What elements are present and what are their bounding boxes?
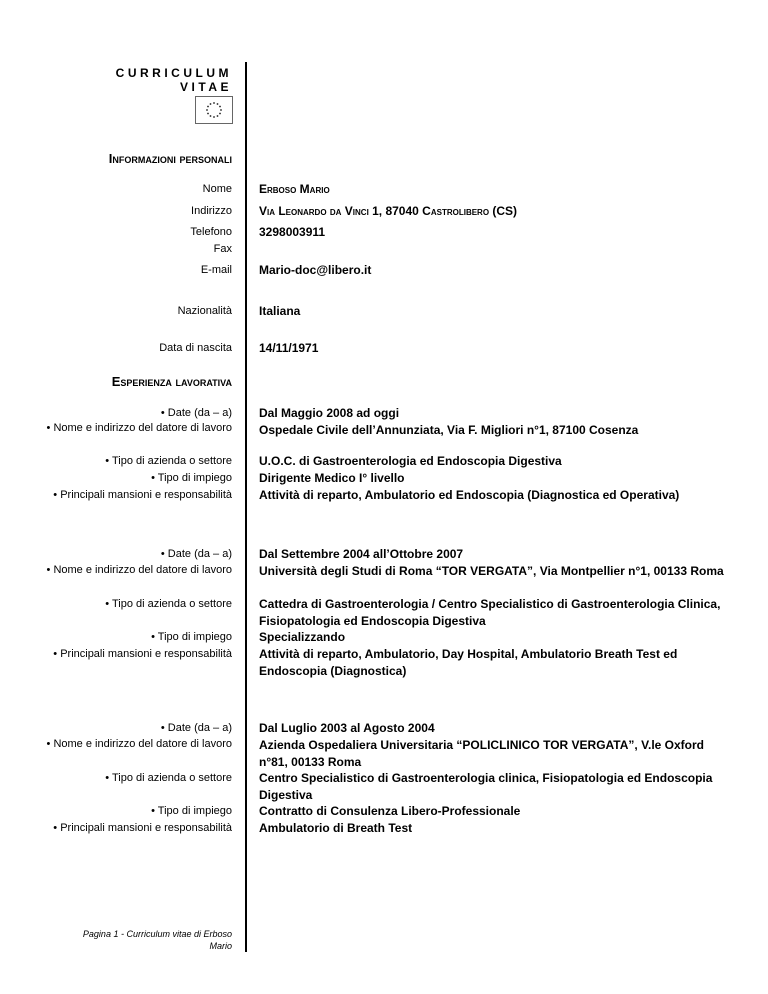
label-date: • Date (da – a) <box>160 548 232 560</box>
label-duties: • Principali mansioni e responsabilità <box>53 822 232 834</box>
label-job: • Tipo di impiego <box>151 805 232 817</box>
value-telefono: 3298003911 <box>259 225 326 239</box>
value-employer: Azienda Ospedaliera Universitaria “POLICLINICO TOR VERGATA”, V.le Oxford n°81, 00133 Roma <box>259 738 704 769</box>
eu-flag-icon <box>195 96 233 124</box>
value-sector: U.O.C. di Gastroenterologia ed Endoscopia Digestiva <box>259 454 562 468</box>
value-duties: Attività di reparto, Ambulatorio, Day Hospital, Ambulatorio Breath Test ed Endoscopia (Diagnostica) <box>259 647 678 678</box>
value-duties: Ambulatorio di Breath Test <box>259 821 413 835</box>
label-email: E-mail <box>200 264 232 276</box>
label-job: • Tipo di impiego <box>151 472 232 484</box>
value-sector: Centro Specialistico di Gastroenterologia clinica, Fisiopatologia ed Endoscopia Digestiva <box>259 771 713 802</box>
label-data-nascita: Data di nascita <box>159 342 232 354</box>
value-date: Dal Maggio 2008 ad oggi <box>259 406 400 420</box>
cv-title: CURRICULUM VITAE <box>115 66 232 94</box>
label-sector: • Tipo di azienda o settore <box>105 598 232 610</box>
label-indirizzo: Indirizzo <box>191 205 232 217</box>
vertical-divider <box>245 62 247 952</box>
section-title-personal: Informazioni personali <box>108 151 232 166</box>
page-footer: Pagina 1 - Curriculum vitae di Erboso Mario <box>82 929 232 951</box>
section-title-experience: Esperienza lavorativa <box>111 374 232 389</box>
label-job: • Tipo di impiego <box>151 631 232 643</box>
value-nazionalita: Italiana <box>259 304 301 318</box>
label-fax: Fax <box>213 243 232 255</box>
label-employer: • Nome e indirizzo del datore di lavoro <box>46 738 232 750</box>
label-nazionalita: Nazionalità <box>177 305 232 317</box>
label-sector: • Tipo di azienda o settore <box>105 455 232 467</box>
label-employer: • Nome e indirizzo del datore di lavoro <box>46 422 232 434</box>
label-nome: Nome <box>202 183 232 195</box>
value-job: Specializzando <box>259 630 346 644</box>
value-sector: Cattedra di Gastroenterologia / Centro Specialistico di Gastroenterologia Clinica, Fisiopatologia ed Endoscopia Digestiva <box>259 597 721 628</box>
value-nome: Erboso Mario <box>259 182 330 196</box>
value-email: Mario-doc@libero.it <box>259 263 372 277</box>
value-duties: Attività di reparto, Ambulatorio ed Endoscopia (Diagnostica ed Operativa) <box>259 488 680 502</box>
label-duties: • Principali mansioni e responsabilità <box>53 648 232 660</box>
label-sector: • Tipo di azienda o settore <box>105 772 232 784</box>
label-telefono: Telefono <box>190 226 232 238</box>
value-date: Dal Luglio 2003 al Agosto 2004 <box>259 721 435 735</box>
value-job: Contratto di Consulenza Libero-Professionale <box>259 804 521 818</box>
value-indirizzo: Via Leonardo da Vinci 1, 87040 Castrolibero (CS) <box>259 204 518 218</box>
label-duties: • Principali mansioni e responsabilità <box>53 489 232 501</box>
value-data-nascita: 14/11/1971 <box>259 341 319 355</box>
value-employer: Ospedale Civile dell’Annunziata, Via F. Migliori n°1, 87100 Cosenza <box>259 423 639 437</box>
label-employer: • Nome e indirizzo del datore di lavoro <box>46 564 232 576</box>
value-employer: Università degli Studi di Roma “TOR VERGATA”, Via Montpellier n°1, 00133 Roma <box>259 564 724 578</box>
label-date: • Date (da – a) <box>160 722 232 734</box>
value-job: Dirigente Medico I° livello <box>259 471 405 485</box>
value-date: Dal Settembre 2004 all’Ottobre 2007 <box>259 547 464 561</box>
label-date: • Date (da – a) <box>160 407 232 419</box>
